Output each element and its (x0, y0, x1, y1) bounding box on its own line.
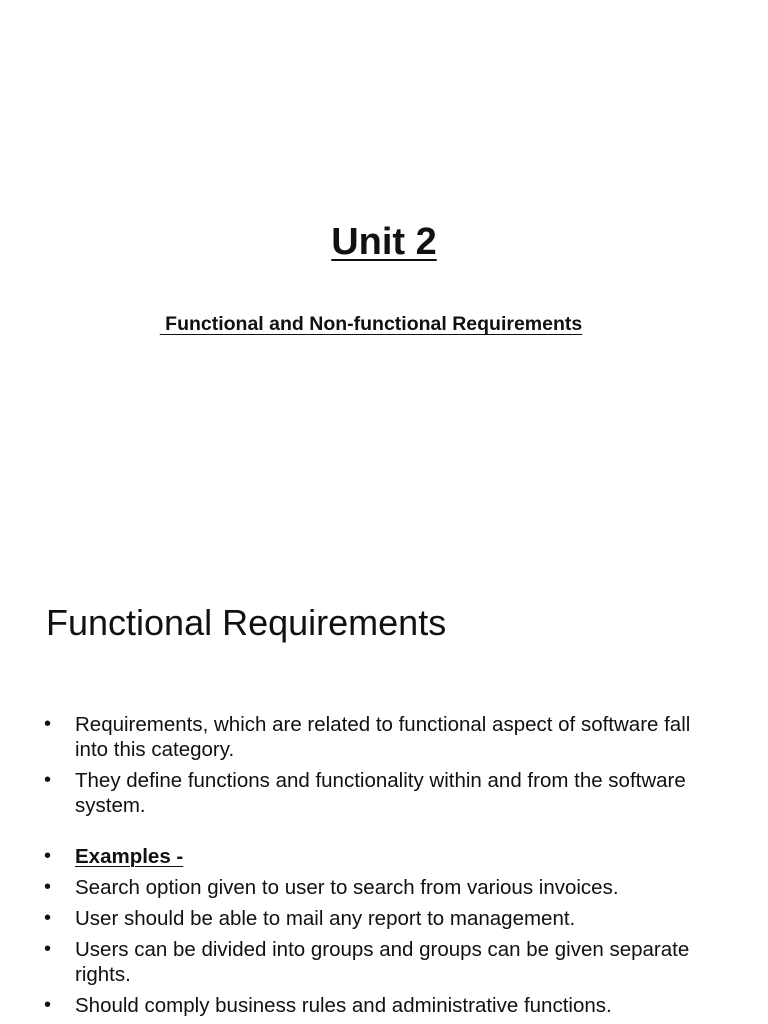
bullet-icon: • (44, 994, 52, 1016)
example-text: Users can be divided into groups and groups can be given separate rights. (75, 938, 690, 986)
bullet-icon: • (44, 713, 52, 735)
unit-title: Unit 2 (331, 221, 437, 263)
bullet-icon: • (44, 876, 52, 898)
examples-label: Examples - (75, 845, 184, 868)
bullet-icon: • (44, 938, 52, 960)
list-item (0, 906, 768, 931)
example-text: User should be able to mail any report to management. (75, 907, 576, 930)
bullet-text: Requirements, which are related to functional aspect of software fall into this category. (75, 713, 691, 761)
list-item (0, 875, 768, 900)
example-text: Search option given to user to search from various invoices. (75, 876, 619, 899)
bullet-text: They define functions and functionality within and from the software system. (75, 769, 686, 817)
section-title: Functional Requirements (46, 602, 447, 643)
bullet-list (0, 712, 768, 1018)
bullet-icon: • (44, 907, 52, 929)
list-item (0, 768, 768, 818)
example-text: Should comply business rules and administrative functions. (75, 994, 612, 1017)
list-item (0, 993, 768, 1018)
functional-requirements-slide (0, 560, 768, 1024)
list-item (0, 937, 768, 987)
bullet-icon: • (44, 845, 52, 867)
examples-heading (0, 844, 768, 869)
bullet-icon: • (44, 769, 52, 791)
list-item (0, 712, 768, 762)
unit-subtitle: Functional and Non-functional Requirements (159, 313, 583, 335)
